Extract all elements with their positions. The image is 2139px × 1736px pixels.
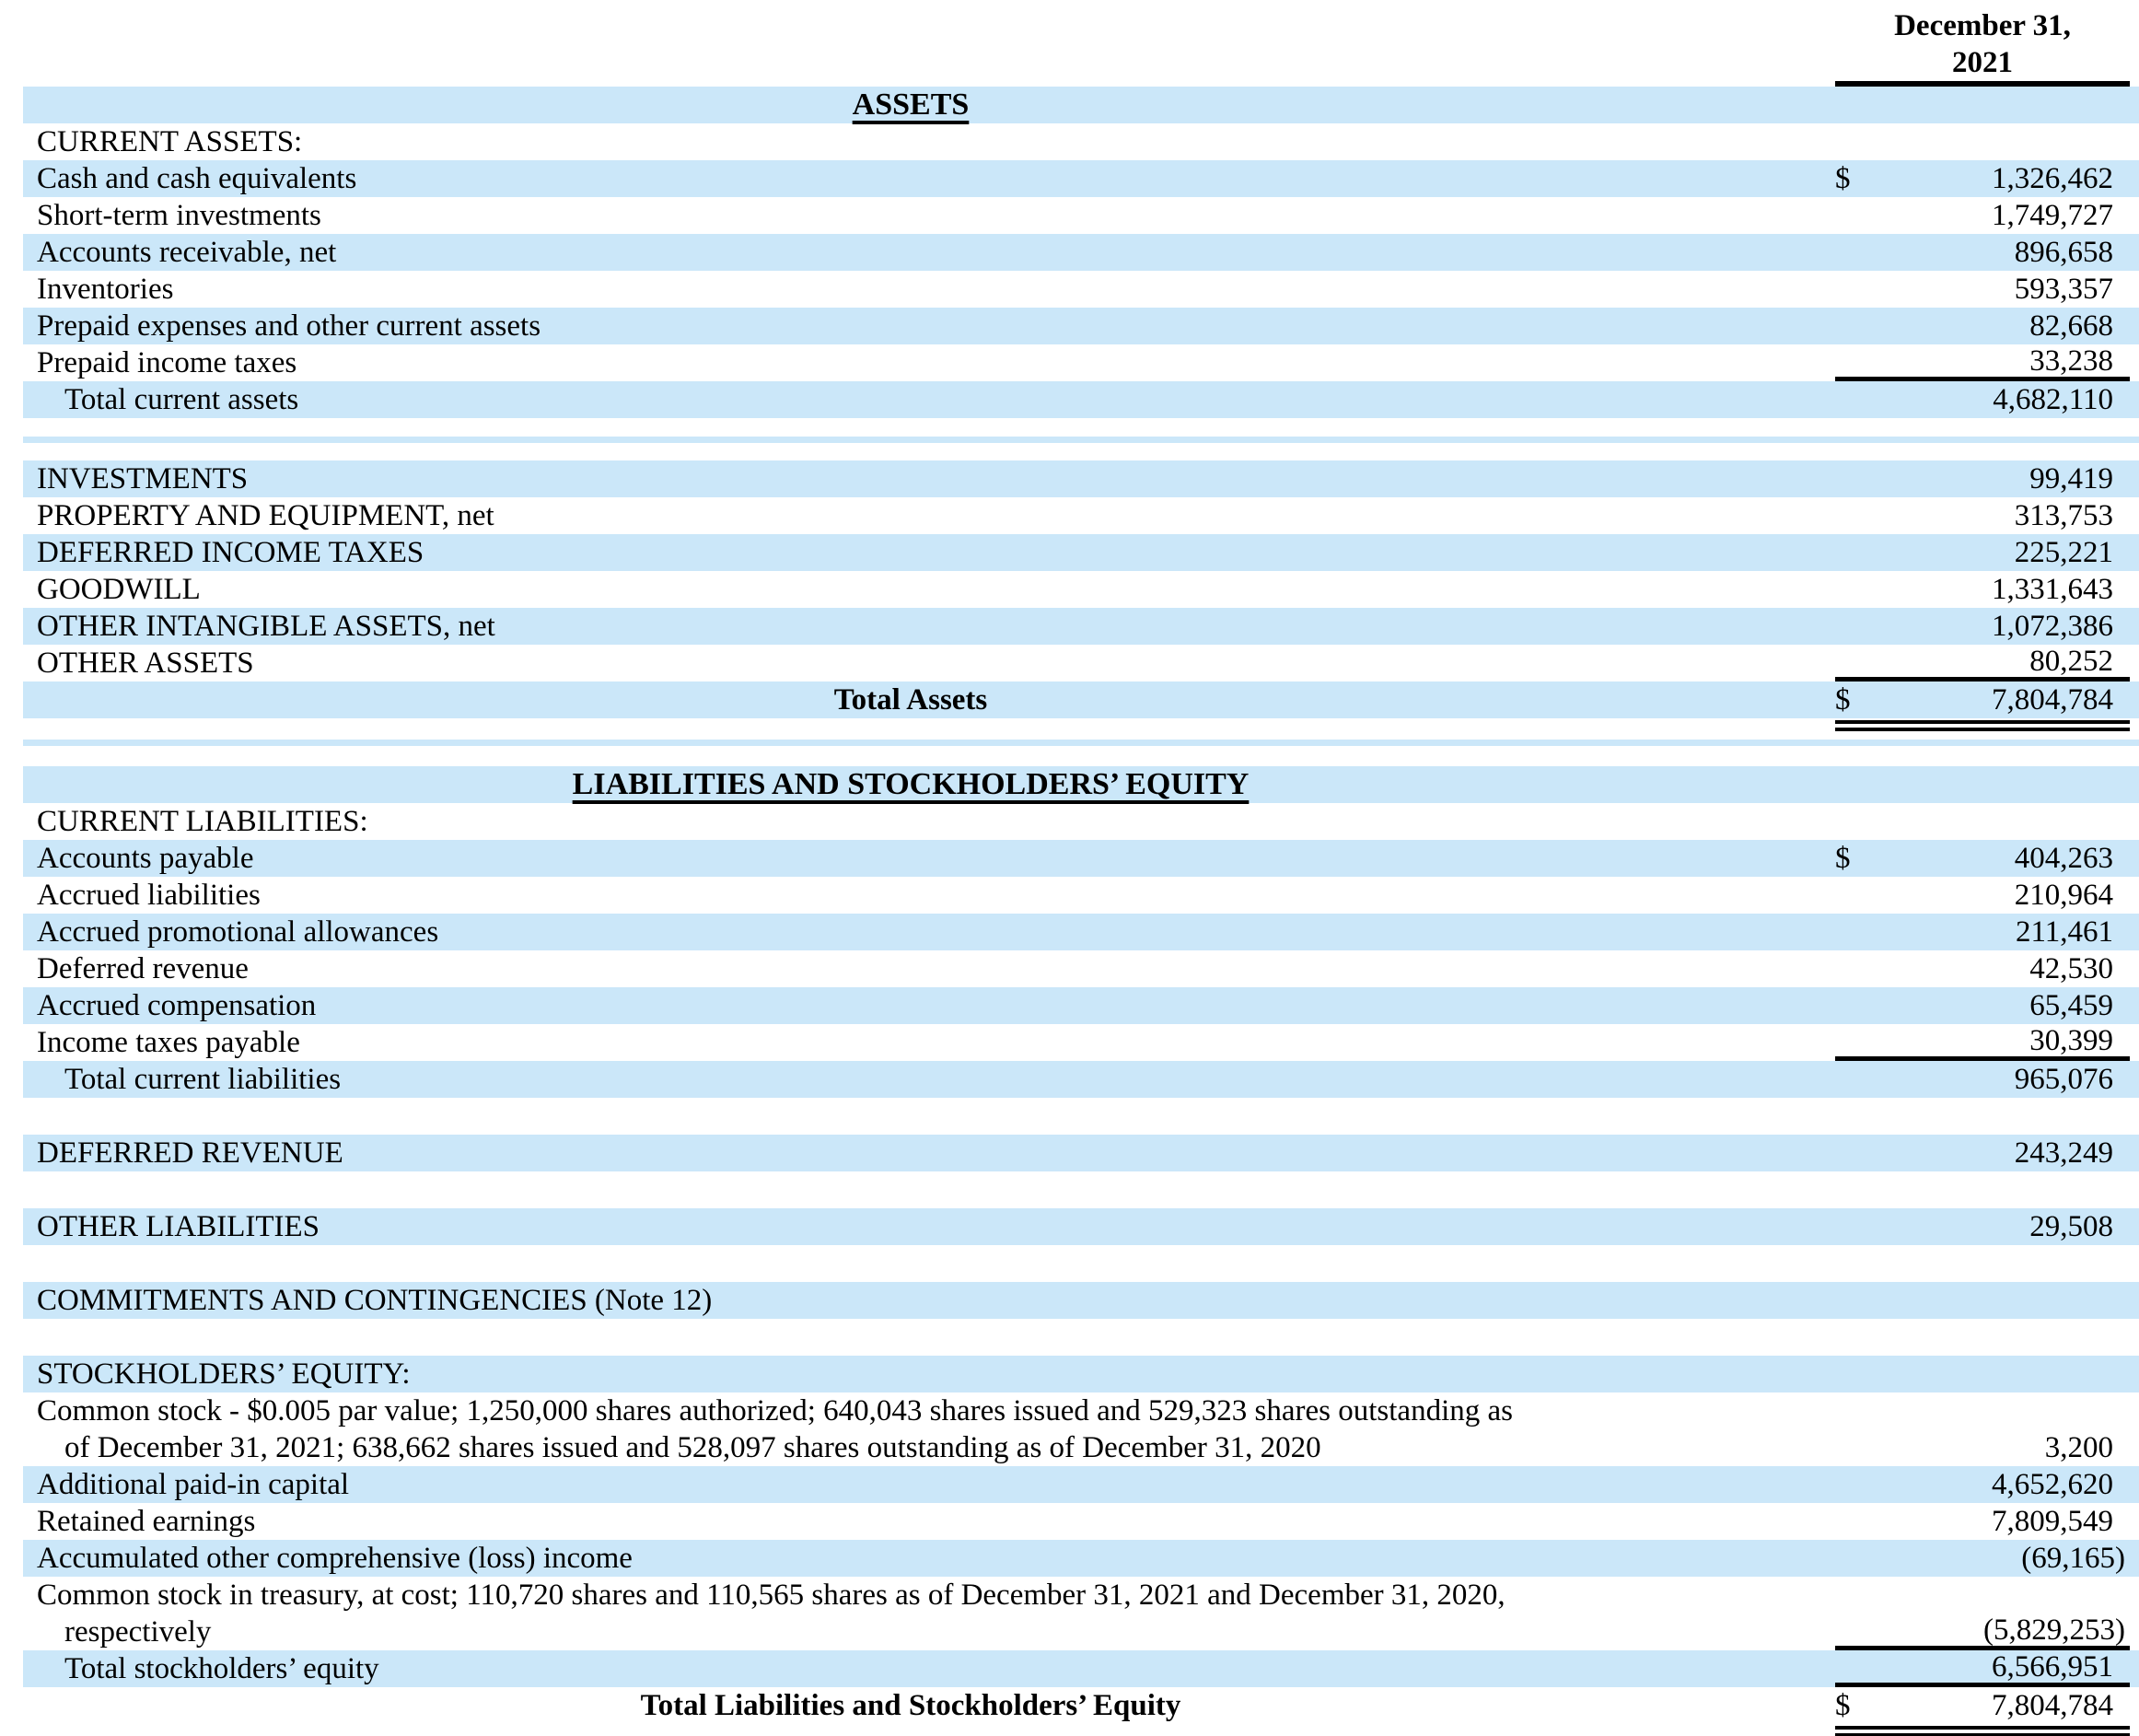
row-amount: 33,238 (2029, 344, 2113, 378)
row-amount: 243,249 (2014, 1136, 2113, 1170)
row-value-cell (1835, 987, 2130, 1024)
row-total-current-assets (23, 381, 2139, 418)
row-additional-paid-in-capital (23, 1466, 2139, 1503)
row-amount: 30,399 (2029, 1023, 2113, 1057)
period-header-text (1835, 7, 2130, 81)
currency-symbol: $ (1835, 162, 1851, 195)
row-label: GOODWILL (37, 573, 201, 606)
row-accrued-promotional-allowances (23, 914, 2139, 950)
row-total-assets (23, 682, 2139, 718)
row-amount: 82,668 (2029, 309, 2113, 343)
row-short-term-investments (23, 197, 2139, 234)
row-investments (23, 460, 2139, 497)
row-value-cell (1835, 608, 2130, 645)
row-value-cell (1835, 1208, 2130, 1245)
row-label: Prepaid income taxes (37, 346, 297, 379)
row-amount: (5,829,253) (1983, 1613, 2125, 1647)
row-label: Total Assets (833, 683, 988, 717)
row-amount: 1,326,462 (1992, 162, 2113, 195)
row-value-cell (1835, 1135, 2130, 1171)
row-label: of December 31, 2021; 638,662 shares issued and 528,097 shares outstanding as of December 31, 2020 (64, 1431, 1321, 1464)
row-deferred-revenue (23, 1135, 2139, 1171)
row-amount: 99,419 (2029, 462, 2113, 495)
row-label: CURRENT ASSETS: (37, 125, 303, 158)
row-accrued-liabilities (23, 877, 2139, 914)
row-value-cell (1835, 1650, 2130, 1687)
row-value-cell (1835, 766, 2130, 803)
row-amount: 896,658 (2014, 236, 2113, 269)
row-deferred-income-taxes (23, 534, 2139, 571)
row-value-cell (1835, 803, 2130, 840)
row-value-cell (1835, 1540, 2130, 1577)
row-value-cell (1835, 1356, 2130, 1392)
row-amount: 211,461 (2015, 915, 2113, 949)
period-line2: 2021 (1952, 46, 2013, 79)
row-value-cell (1835, 1061, 2130, 1098)
row-label: Accrued liabilities (37, 879, 261, 912)
row-value-cell (1835, 914, 2130, 950)
row-common-stock-in-treasury-at-cost-110-720-shares (23, 1577, 2139, 1614)
section-spacer (0, 1319, 2139, 1356)
row-label: Total Liabilities and Stockholders’ Equity (640, 1689, 1181, 1722)
row-value-cell (1835, 1024, 2130, 1061)
row-label: Total current assets (64, 383, 299, 416)
row-amount: 965,076 (2014, 1063, 2113, 1096)
row-label: Accounts receivable, net (37, 236, 337, 269)
row-label: Accounts payable (37, 842, 254, 875)
row-value-cell (1835, 534, 2130, 571)
row-income-taxes-payable (23, 1024, 2139, 1061)
row-label: Accumulated other comprehensive (loss) income (37, 1542, 633, 1575)
row-value-cell (1835, 571, 2130, 608)
period-header-cell (1835, 7, 2130, 87)
row-amount: 4,652,620 (1992, 1468, 2113, 1501)
row-amount: 7,804,784 (1992, 1689, 2113, 1722)
row-value-cell (1835, 123, 2130, 160)
row-value-cell (1835, 160, 2130, 197)
row-amount: 1,749,727 (1992, 199, 2113, 232)
row-label: Income taxes payable (37, 1026, 300, 1059)
row-label: INVESTMENTS (37, 462, 249, 495)
row-amount: 1,331,643 (1992, 573, 2113, 606)
row-label: STOCKHOLDERS’ EQUITY: (37, 1357, 411, 1391)
row-value-cell (1835, 682, 2130, 718)
row-value-cell (1835, 460, 2130, 497)
row-prepaid-expenses-and-other-current-assets (23, 308, 2139, 344)
row-label: Common stock - $0.005 par value; 1,250,000 shares authorized; 640,043 shares issued and 529,323 shares outstanding as (37, 1394, 1513, 1427)
row-accounts-payable (23, 840, 2139, 877)
row-value-cell (1835, 645, 2130, 682)
row-amount: 65,459 (2029, 989, 2113, 1022)
row-label: Cash and cash equivalents (37, 162, 357, 195)
row-label: respectively (64, 1615, 212, 1649)
row-total-liabilities-and-stockholders-equity (23, 1687, 2139, 1724)
row-deferred-revenue (23, 950, 2139, 987)
row-amount: 6,566,951 (1992, 1649, 2113, 1684)
row-amount: 3,200 (2044, 1431, 2113, 1464)
row-current-liabilities (23, 803, 2139, 840)
row-common-stock-0-005-par-value-1-250-000-shares-au (23, 1392, 2139, 1429)
row-accounts-receivable-net (23, 234, 2139, 271)
row-label: Prepaid expenses and other current assets (37, 309, 541, 343)
row-amount: 1,072,386 (1992, 610, 2113, 643)
row-commitments-and-contingencies-note-12 (23, 1282, 2139, 1319)
statement-rows (0, 87, 2139, 1724)
row-amount: 225,221 (2014, 536, 2113, 569)
row-label: PROPERTY AND EQUIPMENT, net (37, 499, 494, 532)
row-label: CURRENT LIABILITIES: (37, 805, 368, 838)
row-amount: 80,252 (2029, 644, 2113, 678)
row-label: DEFERRED INCOME TAXES (37, 536, 424, 569)
row-cash-and-cash-equivalents (23, 160, 2139, 197)
row-label: Short-term investments (37, 199, 321, 232)
row-value-cell (1835, 1614, 2130, 1650)
row-inventories (23, 271, 2139, 308)
row-value-cell (1835, 381, 2130, 418)
row-value-cell (1835, 1503, 2130, 1540)
row-value-cell (1835, 1466, 2130, 1503)
row-value-cell (1835, 308, 2130, 344)
row-amount: 7,809,549 (1992, 1505, 2113, 1538)
row-amount: 210,964 (2014, 879, 2113, 912)
section-spacer (0, 1245, 2139, 1282)
row-amount: 7,804,784 (1992, 683, 2113, 717)
row-amount: (69,165) (2021, 1542, 2125, 1575)
row-label: Retained earnings (37, 1505, 256, 1538)
row-goodwill (23, 571, 2139, 608)
row-amount: 4,682,110 (1993, 383, 2113, 416)
row-value-cell (1835, 950, 2130, 987)
section-spacer (0, 718, 2139, 766)
row-accumulated-other-comprehensive-loss-income (23, 1540, 2139, 1577)
row-value-cell (1835, 234, 2130, 271)
row-value-cell (1835, 1282, 2130, 1319)
row-label: Accrued promotional allowances (37, 915, 439, 949)
row-value-cell (1835, 497, 2130, 534)
row-value-cell (1835, 1577, 2130, 1614)
row-label: OTHER INTANGIBLE ASSETS, net (37, 610, 495, 643)
row-label: LIABILITIES AND STOCKHOLDERS’ EQUITY (572, 767, 1250, 801)
row-label: Total current liabilities (64, 1063, 342, 1096)
spacer-stripe (23, 437, 2139, 443)
row-label: OTHER ASSETS (37, 647, 254, 680)
row-value-cell (1835, 1687, 2130, 1724)
row-amount: 29,508 (2029, 1210, 2113, 1243)
row-total-current-liabilities (23, 1061, 2139, 1098)
row-amount: 593,357 (2014, 273, 2113, 306)
row-other-assets (23, 645, 2139, 682)
section-spacer (0, 1098, 2139, 1135)
row-current-assets (23, 123, 2139, 160)
row-value-cell (1835, 197, 2130, 234)
row-label: DEFERRED REVENUE (37, 1136, 343, 1170)
row-liabilities-and-stockholders-equity (23, 766, 2139, 803)
row-label: OTHER LIABILITIES (37, 1210, 320, 1243)
currency-symbol: $ (1835, 1689, 1851, 1722)
row-label: Total stockholders’ equity (64, 1652, 379, 1685)
row-label: ASSETS (852, 87, 970, 122)
row-label: COMMITMENTS AND CONTINGENCIES (Note 12) (37, 1284, 713, 1317)
section-spacer (0, 1171, 2139, 1208)
row-label: Accrued compensation (37, 989, 317, 1022)
row-amount: 404,263 (2014, 842, 2113, 875)
row-stockholders-equity (23, 1356, 2139, 1392)
row-label: Common stock in treasury, at cost; 110,720 shares and 110,565 shares as of December 31, 2021 and December 31, 2020, (37, 1579, 1505, 1612)
row-value-cell (1835, 271, 2130, 308)
row-value-cell (1835, 1429, 2130, 1466)
row-property-and-equipment-net (23, 497, 2139, 534)
row-other-liabilities (23, 1208, 2139, 1245)
row-value-cell (1835, 840, 2130, 877)
row-assets (23, 87, 2139, 123)
row-retained-earnings (23, 1503, 2139, 1540)
row-prepaid-income-taxes (23, 344, 2139, 381)
row-total-stockholders-equity (23, 1650, 2139, 1687)
section-spacer (0, 418, 2139, 460)
row-value-cell (1835, 877, 2130, 914)
row-amount: 313,753 (2014, 499, 2113, 532)
spacer-stripe (23, 740, 2139, 746)
row-of-december-31-2021-638-662-shares-issued-and-52 (23, 1429, 2139, 1466)
row-label: Deferred revenue (37, 952, 249, 985)
row-accrued-compensation (23, 987, 2139, 1024)
row-label: Additional paid-in capital (37, 1468, 350, 1501)
row-label: Inventories (37, 273, 174, 306)
currency-symbol: $ (1835, 683, 1851, 717)
period-header-row (23, 7, 2139, 87)
row-value-cell (1835, 1392, 2130, 1429)
row-other-intangible-assets-net (23, 608, 2139, 645)
row-respectively (23, 1614, 2139, 1650)
currency-symbol: $ (1835, 842, 1851, 875)
row-value-cell (1835, 87, 2130, 123)
row-amount: 42,530 (2029, 952, 2113, 985)
period-line1: December 31, (1894, 9, 2071, 42)
row-value-cell (1835, 344, 2130, 381)
